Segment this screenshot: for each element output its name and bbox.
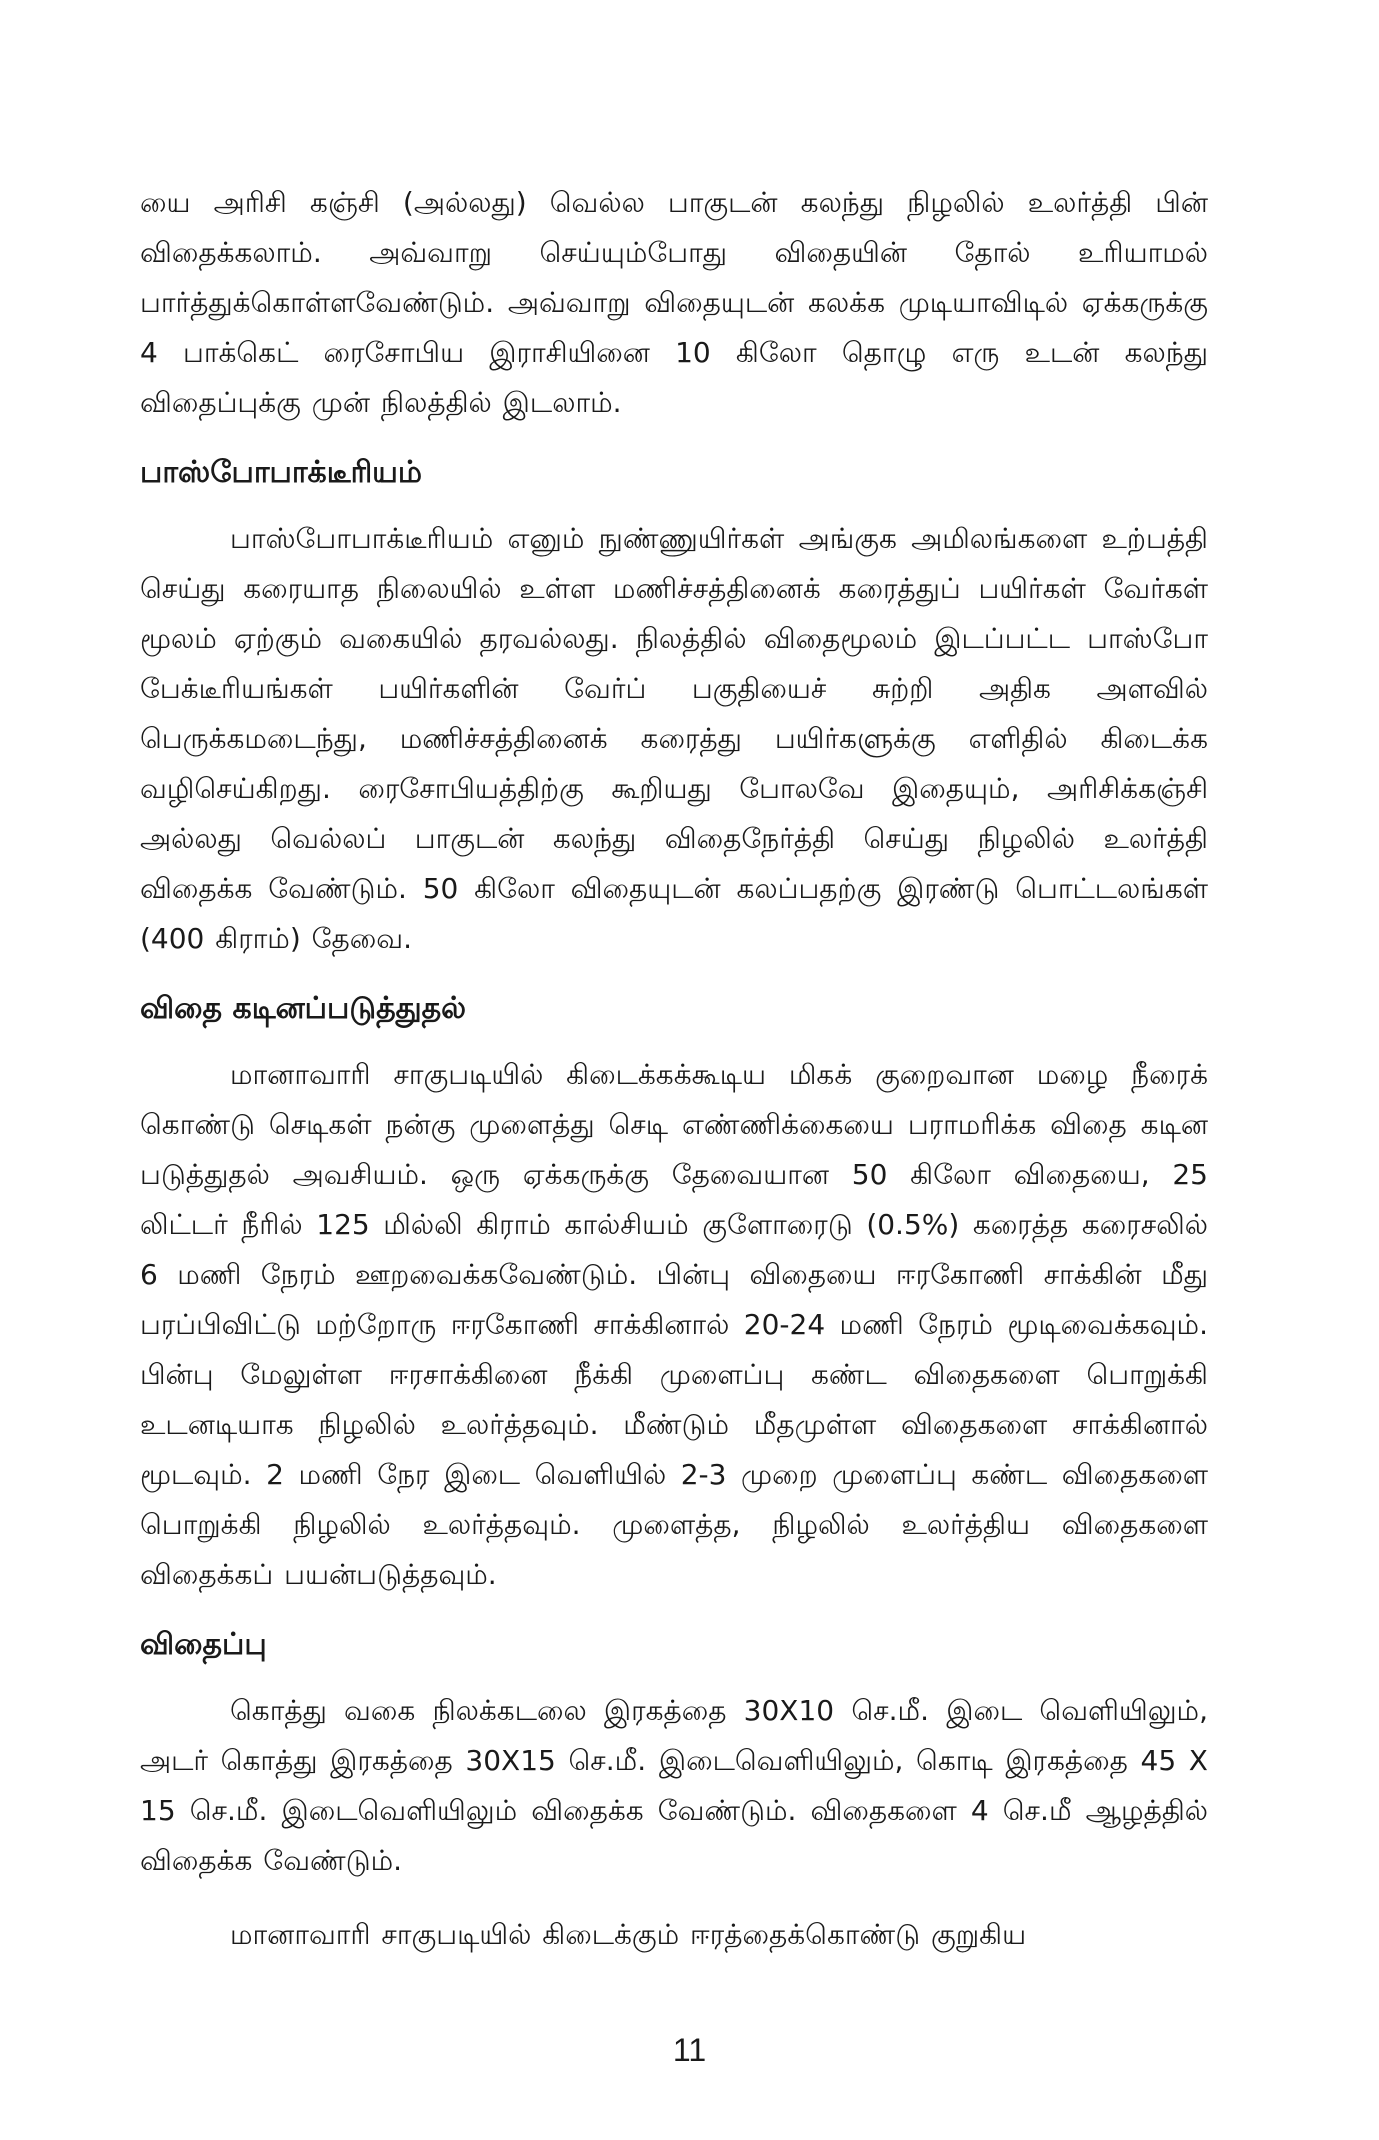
paragraph-sowing-spacing: கொத்து வகை நிலக்கடலை இரகத்தை 30X10 செ.மீ. இடை வெளியிலும், அடர் கொத்து இரகத்தை 30X15 செ.மீ. இடைவெளியிலும், கொடி இரகத்தை 45 X 15 செ.மீ. இடைவெளியிலும் விதைக்க வேண்டும். விதைகளை 4 செ.மீ ஆழத்தில் விதைக்க வேண்டும். bbox=[140, 1694, 1208, 1877]
heading-sowing: விதைப்பு bbox=[140, 1627, 267, 1662]
heading-phosphobacteria: பாஸ்போபாக்டீரியம் bbox=[140, 455, 423, 490]
paragraph-rhizobium-continuation: யை அரிசி கஞ்சி (அல்லது) வெல்ல பாகுடன் கலந்து நிழலில் உலர்த்தி பின் விதைக்கலாம். அவ்வாறு செய்யும்போது விதையின் தோல் உரியாமல் பார்த்துக்கொள்ளவேண்டும். அவ்வாறு விதையுடன் கலக்க முடியாவிடில் ஏக்கருக்கு 4 பாக்கெட் ரைசோபிய இராசியினை 10 கிலோ தொழு எரு உடன் கலந்து விதைப்புக்கு முன் நிலத்தில் இடலாம். bbox=[140, 186, 1208, 419]
document-page bbox=[140, 178, 1208, 1960]
paragraph-phosphobacteria: பாஸ்போபாக்டீரியம் எனும் நுண்ணுயிர்கள் அங்குக அமிலங்களை உற்பத்தி செய்து கரையாத நிலையில் உள்ள மணிச்சத்தினைக் கரைத்துப் பயிர்கள் வேர்கள் மூலம் ஏற்கும் வகையில் தரவல்லது. நிலத்தில் விதைமூலம் இடப்பட்ட பாஸ்போ பேக்டீரியங்கள் பயிர்களின் வேர்ப் பகுதியைச் சுற்றி அதிக அளவில் பெருக்கமடைந்து, மணிச்சத்தினைக் கரைத்து பயிர்களுக்கு எளிதில் கிடைக்க வழிசெய்கிறது. ரைசோபியத்திற்கு கூறியது போலவே இதையும், அரிசிக்கஞ்சி அல்லது வெல்லப் பாகுடன் கலந்து விதைநேர்த்தி செய்து நிழலில் உலர்த்தி விதைக்க வேண்டும். 50 கிலோ விதையுடன் கலப்பதற்கு இரண்டு பொட்டலங்கள் (400 கிராம்) தேவை. bbox=[140, 522, 1208, 955]
heading-seed-hardening: விதை கடினப்படுத்துதல் bbox=[140, 991, 467, 1026]
paragraph-sowing-rainfed: மானாவாரி சாகுபடியில் கிடைக்கும் ஈரத்தைக்கொண்டு குறுகிய bbox=[230, 1918, 1027, 1951]
paragraph-seed-hardening: மானாவாரி சாகுபடியில் கிடைக்கக்கூடிய மிகக் குறைவான மழை நீரைக் கொண்டு செடிகள் நன்கு முளைத்து செடி எண்ணிக்கையை பராமரிக்க விதை கடின படுத்துதல் அவசியம். ஒரு ஏக்கருக்கு தேவையான 50 கிலோ விதையை, 25 லிட்டர் நீரில் 125 மில்லி கிராம் கால்சியம் குளோரைடு (0.5%) கரைத்த கரைசலில் 6 மணி நேரம் ஊறவைக்கவேண்டும். பின்பு விதையை ஈரகோணி சாக்கின் மீது பரப்பிவிட்டு மற்றோரு ஈரகோணி சாக்கினால் 20-24 மணி நேரம் மூடிவைக்கவும். பின்பு மேலுள்ள ஈரசாக்கினை நீக்கி முளைப்பு கண்ட விதைகளை பொறுக்கி உடனடியாக நிழலில் உலர்த்தவும். மீண்டும் மீதமுள்ள விதைகளை சாக்கினால் மூடவும். 2 மணி நேர இடை வெளியில் 2-3 முறை முளைப்பு கண்ட விதைகளை பொறுக்கி நிழலில் உலர்த்தவும். முளைத்த, நிழலில் உலர்த்திய விதைகளை விதைக்கப் பயன்படுத்தவும். bbox=[140, 1058, 1208, 1591]
page-number: 11 bbox=[672, 2032, 707, 2068]
